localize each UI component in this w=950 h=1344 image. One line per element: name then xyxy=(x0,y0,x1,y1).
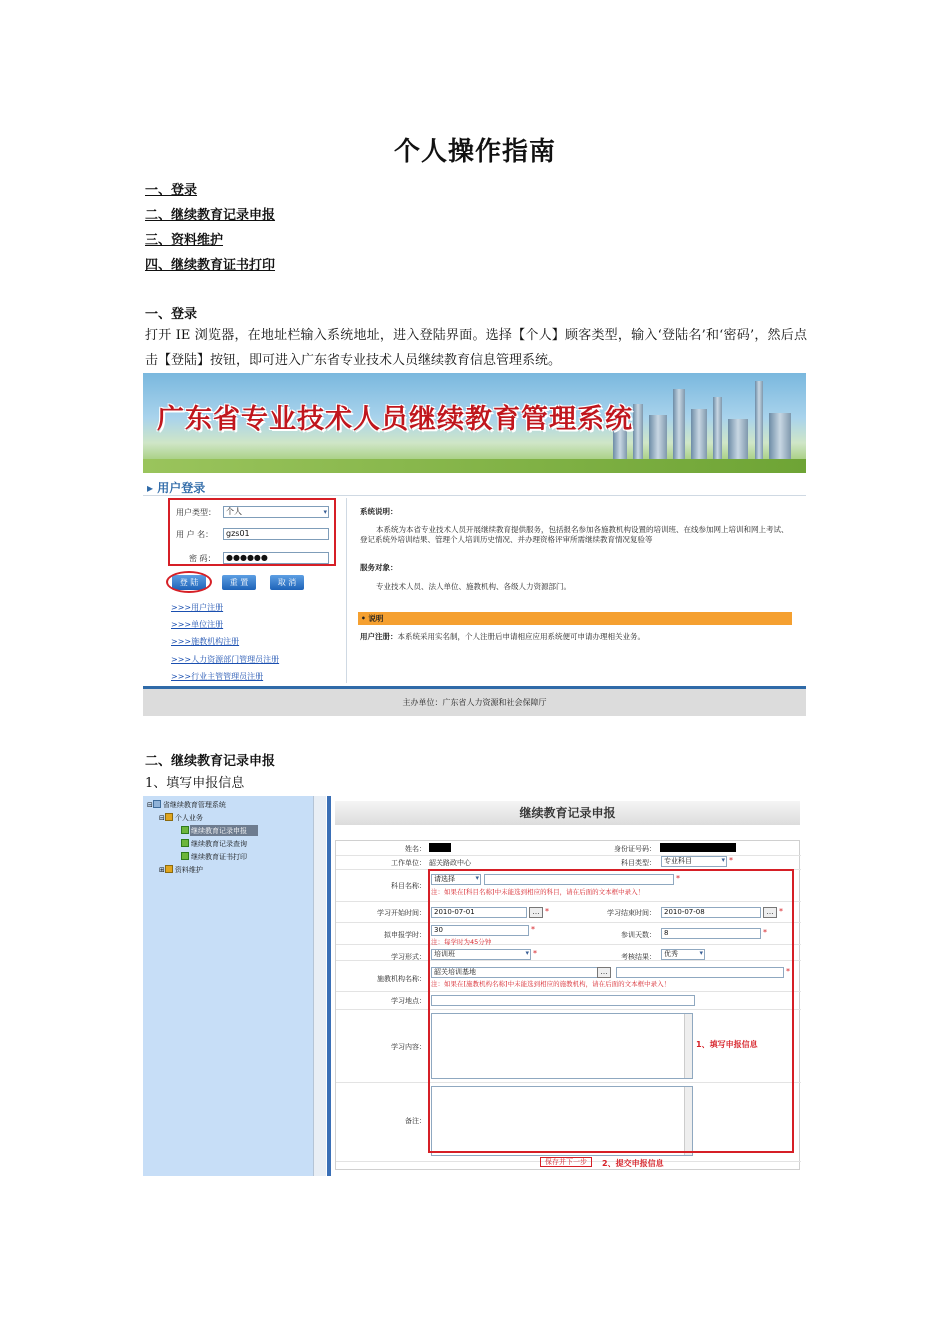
required-mark: * xyxy=(779,907,783,916)
folder-icon xyxy=(165,813,173,821)
date-picker-button[interactable]: … xyxy=(529,907,543,918)
subject-type-select[interactable] xyxy=(661,856,727,867)
login-title-text: 用户登录 xyxy=(157,481,206,495)
building-icon xyxy=(769,413,791,459)
end-date-input[interactable]: 2010-07-08 xyxy=(661,907,761,918)
start-date-label: 学习开始时间： xyxy=(377,909,426,917)
login-button-highlight xyxy=(166,571,212,593)
days-input[interactable]: 8 xyxy=(661,928,761,939)
form-title: 继续教育记录申报 xyxy=(335,801,800,825)
name-redacted xyxy=(429,843,451,852)
building-icon xyxy=(728,419,748,459)
study-form-label: 学习形式： xyxy=(391,953,426,961)
tree-profile-label: 资料维护 xyxy=(174,866,203,874)
tree-item-query[interactable] xyxy=(181,839,247,849)
hours-label: 拟申报学时： xyxy=(384,931,426,939)
tree-root[interactable]: ⊟ 省继续教育管理系统 xyxy=(147,801,226,809)
id-label: 身份证号码： xyxy=(614,845,656,853)
service-text: 专业技术人员、法人单位、施教机构、各级人力资源部门。 xyxy=(376,582,571,591)
banner-ground xyxy=(143,459,806,473)
username-label: 用 户 名： xyxy=(176,530,214,539)
chevron-down-icon: ▾ xyxy=(475,874,479,882)
password-label: 密 码： xyxy=(189,554,216,563)
chevron-down-icon: ▾ xyxy=(721,856,725,864)
tree-scrollbar[interactable] xyxy=(313,796,326,1176)
chevron-down-icon: ▾ xyxy=(525,949,529,957)
name-label: 姓名： xyxy=(405,845,426,853)
required-mark: * xyxy=(531,925,535,934)
toc-link-profile[interactable]: 三、资料维护 xyxy=(145,233,224,248)
unit-value: 韶关路政中心 xyxy=(429,859,471,867)
folder-icon xyxy=(165,865,173,873)
section1-heading: 一、登录 xyxy=(145,307,198,322)
system-desc-text: 本系统为本省专业技术人员开展继续教育提供服务，包括报名参加各施教机构设置的培训班、在线参加网上培训和网上考试、登记系统外培训结果、管理个人培训历史情况、并办理资格评审所需继续教育情况复验等 xyxy=(360,525,789,544)
login-screenshot xyxy=(143,373,806,716)
study-form-value: 培训班 xyxy=(434,950,455,958)
subject-type-value: 专业科目 xyxy=(664,857,692,865)
tree-profile[interactable]: ⊞ 资料维护 xyxy=(159,866,203,874)
user-type-label: 用户类型： xyxy=(176,508,216,517)
building-icon xyxy=(691,409,707,459)
password-input[interactable]: ●●●●●● xyxy=(223,552,329,564)
required-mark: * xyxy=(786,967,790,976)
content-label: 学习内容： xyxy=(391,1043,426,1051)
required-mark: * xyxy=(729,856,733,865)
end-date-label: 学习结束时间： xyxy=(607,909,656,917)
institution-note: 注：如果在[施教机构名称]中未能选到相应的施教机构，请在后面的文本框中录入！ xyxy=(431,980,671,988)
tree-item-record[interactable] xyxy=(181,826,247,836)
fill-info-highlight xyxy=(428,869,794,1153)
date-picker-button[interactable]: … xyxy=(763,907,777,918)
user-type-value: 个人 xyxy=(226,507,242,516)
page-icon xyxy=(181,826,189,834)
result-label: 考核结果： xyxy=(621,953,656,961)
tree-item-print[interactable] xyxy=(181,852,247,862)
days-label: 参训天数： xyxy=(621,931,656,939)
section1-paragraph: 打开 IE 浏览器，在地址栏输入系统地址，进入登陆界面。选择【个人】顾客类型，输入‘登陆名’和‘密码’，然后点击【登陆】按钮，即可进入广东省专业技术人员继续教育信息管理系统。 xyxy=(145,328,807,368)
section2-heading: 二、继续教育记录申报 xyxy=(145,754,276,769)
remark-label: 备注： xyxy=(405,1117,426,1125)
username-input[interactable]: gzs01 xyxy=(223,528,329,540)
tree-root-label: 省继续教育管理系统 xyxy=(162,801,226,809)
system-desc-title: 系统说明： xyxy=(360,507,398,516)
login-title: ▸ 用户登录 xyxy=(147,481,206,495)
register-label: 用户注册： xyxy=(360,632,398,641)
record-form-screenshot xyxy=(143,796,806,1176)
service-title: 服务对象： xyxy=(360,563,398,572)
institution-register-link[interactable]: >>>施教机构注册 xyxy=(171,637,240,646)
building-icon xyxy=(633,404,643,459)
result-value: 优秀 xyxy=(664,950,678,958)
cancel-button[interactable]: 取 消 xyxy=(270,575,304,590)
institution-picker-button[interactable]: … xyxy=(597,967,611,978)
institution-label: 施教机构名称： xyxy=(377,975,426,983)
subject-label: 科目名称： xyxy=(391,882,426,890)
hours-input[interactable]: 30 xyxy=(431,925,529,936)
toc-link-record[interactable]: 二、继续教育记录申报 xyxy=(145,208,276,223)
section2-subheading: 1、填写申报信息 xyxy=(145,776,245,791)
unit-label: 工作单位： xyxy=(391,859,426,867)
building-icon xyxy=(649,415,667,459)
chevron-down-icon: ▾ xyxy=(699,949,703,957)
chevron-down-icon: ▾ xyxy=(323,508,327,516)
tree-personal-label: 个人业务 xyxy=(174,814,203,822)
divider xyxy=(143,495,806,496)
place-label: 学习地点： xyxy=(391,997,426,1005)
unit-register-link[interactable]: >>>单位注册 xyxy=(171,620,224,629)
subject-value: 请选择 xyxy=(434,875,455,883)
subject-note: 注：如果在[科目名称]中未能选到相应的科目，请在后面的文本框中录入！ xyxy=(431,888,645,896)
note-bar: • 说明 xyxy=(358,612,792,625)
register-text: 本系统采用实名制，个人注册后申请相应应用系统便可申请办理相关业务。 xyxy=(397,632,645,641)
footer: 主办单位：广东省人力资源和社会保障厅 xyxy=(143,689,806,716)
institution-input[interactable]: 韶关培训基地 xyxy=(431,967,599,978)
annotation-submit: 2、提交申报信息 xyxy=(602,1159,664,1168)
user-register-link[interactable]: >>>用户注册 xyxy=(171,603,224,612)
tree-item-print-label: 继续教育证书打印 xyxy=(191,853,247,861)
tower-icon xyxy=(755,381,763,459)
divider xyxy=(346,498,347,683)
required-mark: * xyxy=(763,928,767,937)
page-icon xyxy=(181,839,189,847)
login-button[interactable]: 登 陆 xyxy=(172,575,206,590)
banner xyxy=(143,373,806,473)
building-icon xyxy=(713,397,722,459)
page-icon xyxy=(181,852,189,860)
reset-button[interactable]: 重 置 xyxy=(222,575,256,590)
banner-title: 广东省专业技术人员继续教育管理系统 xyxy=(157,404,633,435)
start-date-input[interactable]: 2010-07-01 xyxy=(431,907,527,918)
nav-tree xyxy=(143,796,326,1176)
save-next-button[interactable]: 保存并下一步 xyxy=(540,1157,592,1167)
toc-link-login[interactable]: 一、登录 xyxy=(145,183,198,198)
computer-icon xyxy=(153,800,161,808)
required-mark: * xyxy=(545,907,549,916)
required-mark: * xyxy=(676,874,680,883)
building-icon xyxy=(673,389,685,459)
required-mark: * xyxy=(533,949,537,958)
splitter[interactable] xyxy=(327,796,331,1176)
hr-admin-register-link[interactable]: >>>人力资源部门管理员注册 xyxy=(171,655,280,664)
subject-type-label: 科目类型： xyxy=(621,859,656,867)
annotation-fill-info: 1、填写申报信息 xyxy=(696,1040,758,1049)
tree-personal[interactable]: ⊟ 个人业务 xyxy=(159,814,203,822)
hours-note: 注：每学时为45分钟 xyxy=(431,938,492,946)
toc-link-certificate[interactable]: 四、继续教育证书打印 xyxy=(145,258,276,273)
tree-item-record-label: 继续教育记录申报 xyxy=(191,827,247,835)
industry-admin-register-link[interactable]: >>>行业主管管理员注册 xyxy=(171,672,264,681)
id-redacted xyxy=(660,843,736,852)
page-title: 个人操作指南 xyxy=(393,137,556,167)
register-note xyxy=(360,632,645,642)
user-type-select[interactable] xyxy=(223,506,329,518)
tree-item-query-label: 继续教育记录查询 xyxy=(191,840,247,848)
